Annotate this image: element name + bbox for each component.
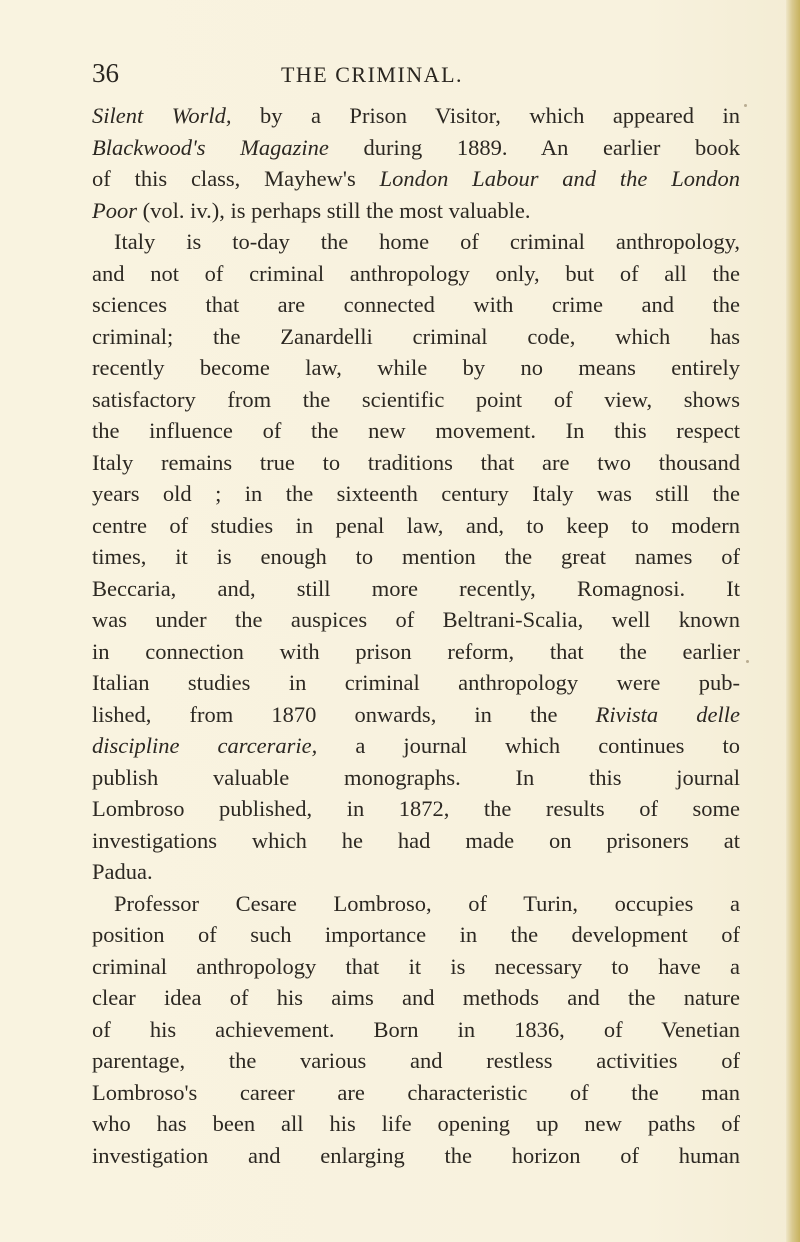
text-segment: during 1889. An earlier book [328, 134, 740, 160]
text-line [92, 352, 740, 384]
text-segment: sciences that are connected with crime and the [92, 292, 740, 317]
text-segment: investigation and enlarging the horizon of human [92, 1142, 740, 1168]
text-segment: position of such importance in the development of [92, 922, 740, 947]
text-segment: criminal; the Zanardelli criminal code, which has [92, 323, 740, 349]
text-line [92, 100, 740, 132]
text-line [92, 730, 740, 762]
text-segment: recently become law, while by no means entirely [92, 355, 740, 380]
text-line [92, 258, 740, 290]
text-line [92, 478, 740, 510]
text-line [92, 573, 740, 605]
text-line [92, 447, 740, 479]
text-segment: years old ; in the sixteenth century Italy was still the [92, 481, 740, 506]
text-segment: centre of studies in penal law, and, to keep to modern [92, 512, 740, 538]
text-segment: of this class, Mayhew's [92, 166, 380, 191]
text-line [92, 699, 740, 731]
text-segment: investigations which he had made on prisoners at [92, 827, 740, 853]
text-line [92, 667, 740, 699]
text-line [92, 762, 740, 794]
text-line [92, 510, 740, 542]
text-segment: Professor Cesare Lombroso, of Turin, occupies a [114, 890, 740, 916]
text-segment: Italian studies in criminal anthropology were pub- [92, 670, 740, 695]
text-line [92, 195, 740, 227]
text-line [92, 384, 740, 416]
text-line [92, 132, 740, 164]
text-segment: Italy remains true to traditions that are two thousand [92, 449, 740, 475]
text-line [92, 604, 740, 636]
text-line [92, 951, 740, 983]
text-segment: of his achievement. Born in 1836, of Venetian [92, 1016, 740, 1042]
text-segment: who has been all his life opening up new paths of [92, 1111, 740, 1136]
text-line [92, 856, 740, 888]
text-segment: (vol. iv.), is perhaps still the most valuable. [137, 197, 531, 223]
text-line [92, 1045, 740, 1077]
text-line [92, 636, 740, 668]
text-line [92, 1014, 740, 1046]
italic-title: Poor [92, 197, 137, 223]
text-segment: Padua. [92, 859, 153, 884]
text-line [92, 289, 740, 321]
text-line [92, 982, 740, 1014]
text-line [92, 415, 740, 447]
text-segment: satisfactory from the scientific point of view, shows [92, 386, 740, 412]
text-segment: Lombroso's career are characteristic of the man [92, 1079, 740, 1105]
page-number: 36 [92, 58, 119, 88]
text-segment: and not of criminal anthropology only, but of all the [92, 260, 740, 286]
text-segment: lished, from 1870 onwards, in the [92, 701, 596, 727]
text-segment: in connection with prison reform, that the earlier [92, 638, 740, 664]
text-segment: Beccaria, and, still more recently, Romagnosi. It [92, 575, 740, 601]
italic-title: Silent World, [92, 103, 232, 128]
page-edge [786, 0, 800, 1242]
running-head: THE CRIMINAL. [280, 62, 464, 87]
page-header [92, 58, 732, 94]
body-text [92, 100, 740, 1171]
text-segment: was under the auspices of Beltrani-Scalia, well known [92, 607, 740, 632]
text-segment: Italy is to-day the home of criminal anthropology, [114, 229, 740, 254]
text-line [92, 1140, 740, 1172]
text-line [92, 1077, 740, 1109]
text-line [92, 888, 740, 920]
paper-speck [744, 104, 747, 107]
text-segment: times, it is enough to mention the great names of [92, 544, 740, 569]
italic-title: London Labour and the London [379, 166, 740, 191]
text-line [92, 919, 740, 951]
text-line [92, 541, 740, 573]
text-line [92, 163, 740, 195]
text-segment: criminal anthropology that it is necessary to have a [92, 953, 740, 979]
text-segment: Lombroso published, in 1872, the results of some [92, 796, 740, 821]
italic-title: Blackwood's Magazine [92, 134, 329, 160]
italic-title: Rivista delle [595, 701, 740, 727]
text-segment: the influence of the new movement. In this respect [92, 418, 740, 443]
text-segment: parentage, the various and restless activities of [92, 1048, 740, 1073]
paper-speck [746, 660, 749, 663]
text-segment: a journal which continues to [317, 733, 740, 758]
text-line [92, 1108, 740, 1140]
text-line [92, 825, 740, 857]
italic-title: discipline carcerarie, [92, 733, 318, 758]
text-segment: publish valuable monographs. In this journal [92, 764, 740, 790]
text-line [92, 793, 740, 825]
text-segment: clear idea of his aims and methods and the nature [92, 985, 740, 1010]
text-segment: by a Prison Visitor, which appeared in [231, 103, 740, 128]
text-line [92, 321, 740, 353]
text-line [92, 226, 740, 258]
